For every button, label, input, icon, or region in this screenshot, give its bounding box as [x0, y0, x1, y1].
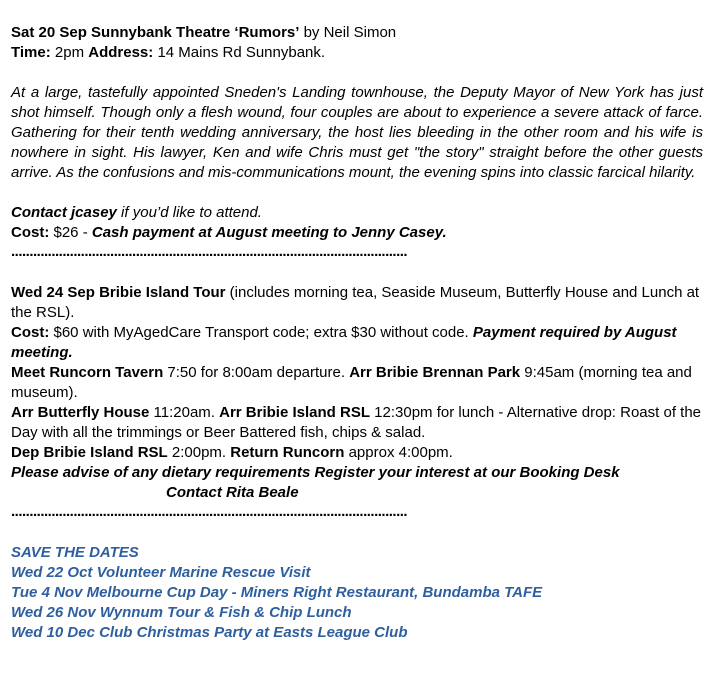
- cost-value: $26 -: [49, 224, 92, 241]
- tour-cost-label: Cost:: [11, 324, 50, 341]
- arr-brennan-value: 9:45am (morning tea and museum).: [11, 364, 692, 401]
- tour-cost-value: $60 with MyAgedCare Transport code; extra $30 without code.: [49, 324, 473, 341]
- event-time-address: [11, 43, 703, 63]
- address-value: 14 Mains Rd Sunnybank.: [153, 44, 326, 61]
- event-rumors: [11, 23, 703, 243]
- date-item: Tue 4 Nov Melbourne Cup Day - Miners Right Restaurant, Bundamba TAFE: [11, 584, 543, 601]
- contact-name: Contact jcasey: [11, 204, 117, 221]
- dep-label: Dep Bribie Island RSL: [11, 444, 168, 461]
- tour-cost: [11, 323, 703, 363]
- date-item: Wed 10 Dec Club Christmas Party at Easts League Club: [11, 624, 408, 641]
- event-title: Sat 20 Sep Sunnybank Theatre ‘Rumors’: [11, 24, 300, 41]
- arr-rsl-value: 12:30pm for lunch - Alternative drop: Roast of the Day with all the trimmings or Beer Battered fish, chips & salad.: [11, 404, 702, 441]
- contact-text: if you’d like to attend.: [116, 204, 262, 221]
- date-item: Wed 26 Nov Wynnum Tour & Fish & Chip Lunch: [11, 604, 352, 621]
- event-cost: [11, 223, 703, 243]
- address-label: Address:: [88, 44, 154, 61]
- tour-advise: Please advise of any dietary requirements Register your interest at our Booking Desk: [11, 464, 620, 481]
- date-item: Wed 22 Oct Volunteer Marine Rescue Visit: [11, 564, 311, 581]
- tour-arrivals: [11, 403, 703, 443]
- tour-meet: [11, 363, 703, 403]
- dotted-separator: ............................................................................................................: [11, 243, 408, 260]
- tour-heading: Wed 24 Sep Bribie Island Tour: [11, 284, 226, 301]
- tour-title: [11, 283, 703, 323]
- cost-label: Cost:: [11, 224, 50, 241]
- dotted-separator: ............................................................................................................: [11, 503, 408, 520]
- meet-value: 7:50 for 8:00am departure.: [163, 364, 350, 381]
- event-author: by Neil Simon: [299, 24, 397, 41]
- time-value: 2pm: [50, 44, 89, 61]
- tour-contact: Contact Rita Beale: [166, 484, 299, 501]
- arr-butterfly-label: Arr Butterfly House: [11, 404, 150, 421]
- event-contact: [11, 203, 703, 223]
- event-title-line: [11, 23, 703, 43]
- save-dates-title: SAVE THE DATES: [11, 544, 139, 561]
- dep-value: 2:00pm.: [167, 444, 231, 461]
- cost-note: Cash payment at August meeting to Jenny Casey.: [91, 224, 447, 241]
- tour-departure: [11, 443, 703, 463]
- return-value: approx 4:00pm.: [344, 444, 453, 461]
- tour-includes: (includes morning tea, Seaside Museum, Butterfly House and Lunch at the RSL).: [11, 284, 700, 321]
- tour-cost-note: Payment required by August meeting.: [11, 324, 677, 361]
- arr-butterfly-value: 11:20am.: [149, 404, 220, 421]
- save-the-dates: [11, 543, 703, 643]
- event-description: At a large, tastefully appointed Sneden's Landing townhouse, the Deputy Mayor of New York has just shot himself. Though only a flesh wound, four couples are about to experience a severe attack of farce. Gathering for their tenth wedding anniversary, the host lies bleeding in the other room and his wife is nowhere in sight. His lawyer, Ken and wife Chris must get "the story" straight before the other guests arrive. As the confusions and mis-communications mount, the evening spins into classic farcical hilarity.: [11, 84, 703, 181]
- event-bribie: [11, 283, 703, 503]
- time-label: Time:: [11, 44, 51, 61]
- arr-rsl-label: Arr Bribie Island RSL: [219, 404, 370, 421]
- return-label: Return Runcorn: [230, 444, 345, 461]
- meet-label: Meet Runcorn Tavern: [11, 364, 164, 381]
- arr-brennan-label: Arr Bribie Brennan Park: [349, 364, 521, 381]
